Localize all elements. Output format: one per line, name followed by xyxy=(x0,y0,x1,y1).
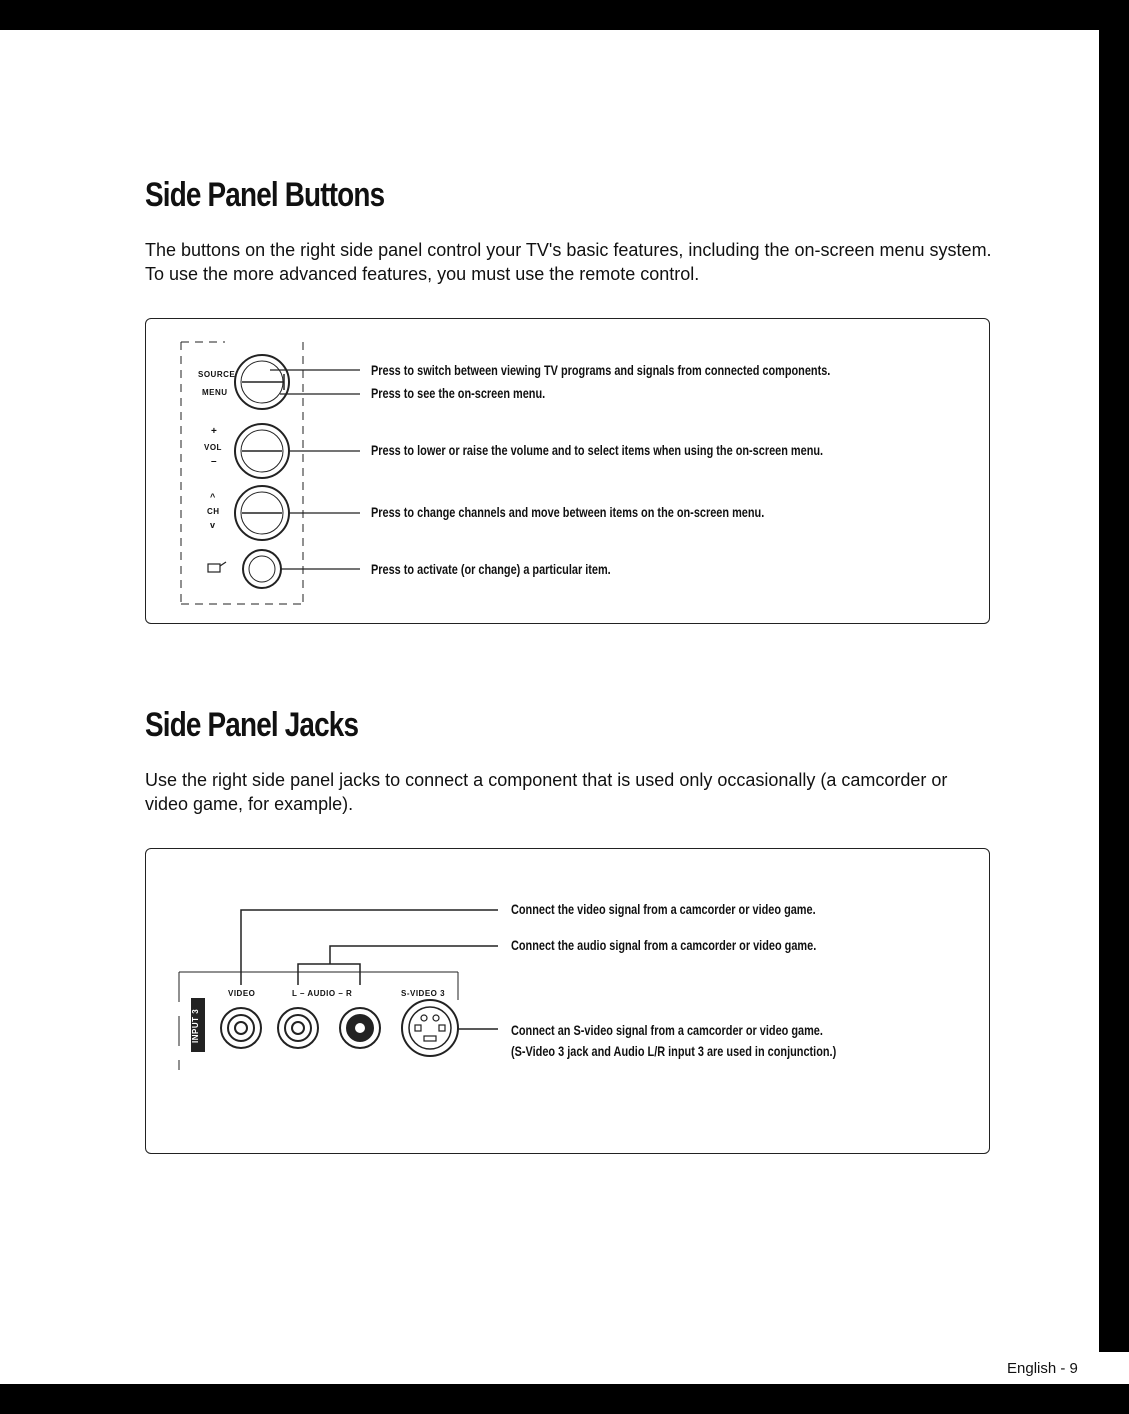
jacks-section-intro: Use the right side panel jacks to connect a component that is used only occasionally (a camcorder or video game, for example). xyxy=(145,770,948,814)
menu-label: MENU xyxy=(202,388,228,397)
svideo-jack-label: S-VIDEO 3 xyxy=(401,989,446,998)
ch-down-label: v xyxy=(210,520,216,530)
page-number: English - 9 xyxy=(1007,1360,1078,1377)
enter-callout: Press to activate (or change) a particular item. xyxy=(371,561,611,577)
audio-right-jack xyxy=(340,1008,380,1048)
svideo-jack xyxy=(402,1000,458,1056)
svideo-note: (S-Video 3 jack and Audio L/R input 3 are used in conjunction.) xyxy=(511,1043,837,1059)
ch-label: CH xyxy=(207,507,220,516)
source-callout: Press to switch between viewing TV programs and signals from connected components. xyxy=(371,362,831,378)
jack-panel-outline xyxy=(179,972,458,1070)
jacks-section-title: Side Panel Jacks xyxy=(145,706,359,744)
source-label: SOURCE xyxy=(198,370,236,379)
video-jack xyxy=(221,1008,261,1048)
audio-left-jack xyxy=(278,1008,318,1048)
vol-minus-label: – xyxy=(211,456,218,467)
audio-callout: Connect the audio signal from a camcorder or video game. xyxy=(511,937,817,953)
svideo-callout: Connect an S-video signal from a camcorder or video game. xyxy=(511,1022,823,1038)
input3-label: INPUT 3 xyxy=(191,1008,200,1044)
ch-up-label: ^ xyxy=(210,492,216,502)
volume-callout: Press to lower or raise the volume and to select items when using the on-screen menu. xyxy=(371,442,824,458)
vol-plus-label: + xyxy=(211,426,218,437)
menu-callout: Press to see the on-screen menu. xyxy=(371,385,546,401)
buttons-section-title: Side Panel Buttons xyxy=(145,176,385,214)
vol-label: VOL xyxy=(204,443,222,452)
audio-jack-label: L – AUDIO – R xyxy=(292,989,353,998)
channel-callout: Press to change channels and move between items on the on-screen menu. xyxy=(371,504,765,520)
buttons-section-intro: The buttons on the right side panel control your TV's basic features, including the on-screen menu system. To use the more advanced features, you must use the remote control. xyxy=(145,240,992,284)
video-jack-label: VIDEO xyxy=(228,989,256,998)
video-callout: Connect the video signal from a camcorder or video game. xyxy=(511,901,816,917)
